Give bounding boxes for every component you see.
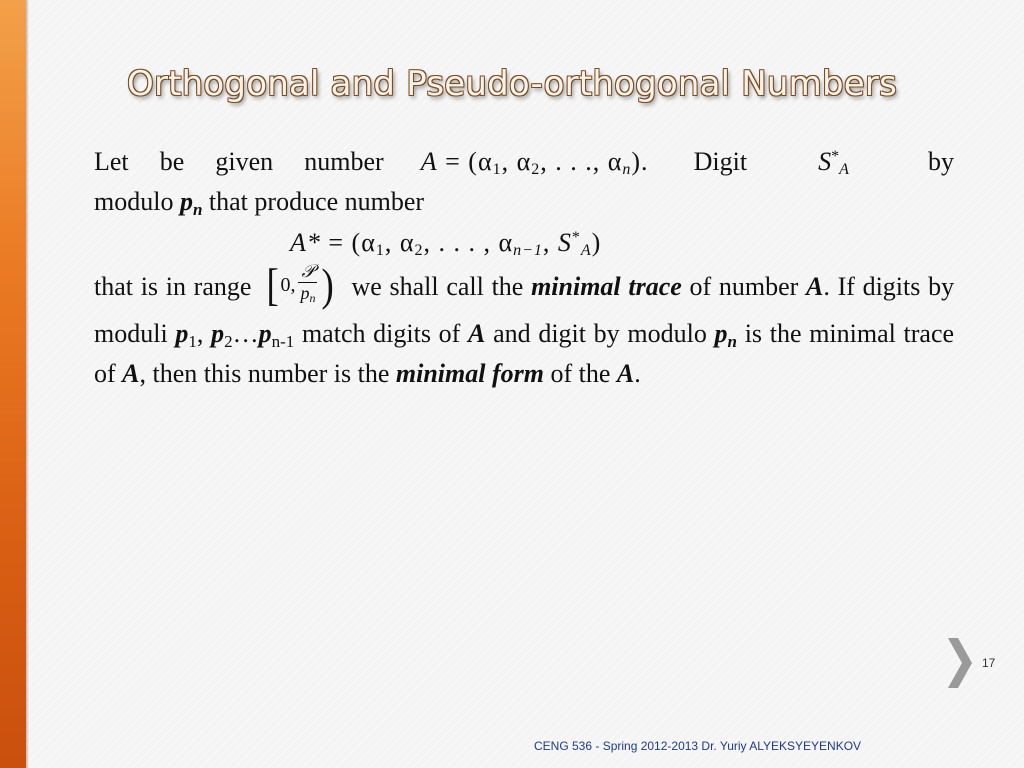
expr-part: , (542, 228, 558, 257)
var-p-n (714, 319, 737, 351)
range-close-paren: ) (321, 259, 335, 310)
fraction-numerator: 𝒫 (298, 262, 317, 283)
var-a: A (468, 319, 486, 348)
sup: * (571, 229, 581, 246)
text: modulo (94, 187, 174, 216)
range-zero: 0, (280, 274, 296, 296)
sub: A (839, 161, 849, 178)
sub: 2 (224, 332, 233, 351)
digit-symbol (818, 142, 849, 182)
sub: n (309, 291, 316, 305)
page-number: 17 (982, 656, 996, 670)
var-a: A (122, 359, 140, 388)
var-a: A (806, 271, 824, 301)
text: is the minimal trace of (94, 319, 955, 388)
text: of number (689, 271, 799, 301)
sub: n (192, 200, 203, 219)
var-p: p (211, 319, 225, 348)
sub: 1 (375, 242, 385, 259)
text: and digit by modulo (493, 319, 707, 348)
range-open-bracket: [ (266, 259, 279, 310)
var-p-n (179, 187, 203, 219)
formula-expression (290, 222, 601, 264)
text: , (196, 319, 204, 348)
text: that is in range (94, 271, 252, 301)
slide-body (94, 142, 954, 394)
var-p: p (258, 319, 272, 348)
term-minimal-trace: minimal trace (531, 271, 682, 301)
text: by (928, 147, 955, 176)
var-s: S (818, 147, 832, 176)
var-s: S (557, 228, 572, 257)
sup: * (831, 148, 840, 165)
text: Digit (693, 147, 748, 176)
var-p: p (175, 319, 189, 348)
number-a-expression (421, 142, 649, 182)
text: match digits of (301, 319, 461, 348)
ellipsis: … (232, 319, 259, 348)
var-p: p (714, 319, 728, 348)
slide-title: Orthogonal and Pseudo-orthogonal Numbers (127, 64, 897, 104)
text: that produce number (208, 187, 425, 216)
expr-part: ) (591, 228, 602, 257)
sub: n (622, 161, 632, 178)
formula-a-star (94, 222, 954, 264)
sub: n−1 (513, 242, 543, 259)
term-minimal-form: minimal form (395, 359, 544, 388)
expr-part: , . . ., α (540, 147, 623, 176)
range-interval (265, 260, 336, 310)
sub: n-1 (271, 332, 295, 351)
text: Let be given number (94, 147, 384, 176)
var-p-2 (211, 319, 224, 348)
expr-part: = (α (437, 147, 493, 176)
var-p: p (179, 187, 193, 216)
slide-footer: CENG 536 - Spring 2012-2013 Dr. Yuriy ALYEKSYEYENKOV (534, 739, 862, 753)
text: we shall call the (351, 271, 524, 301)
expr-part: , α (501, 147, 532, 176)
var-p-n-1 (259, 319, 272, 348)
expr-part: , α (384, 228, 415, 257)
fraction-denominator (300, 283, 315, 308)
var-a: A (616, 359, 635, 388)
body-line-2 (94, 182, 954, 222)
sub: 1 (492, 161, 502, 178)
var-a: A (420, 147, 438, 176)
var-p: p (300, 283, 310, 303)
sub: 2 (414, 242, 424, 259)
sub: n (727, 332, 737, 351)
chevron-right-icon[interactable] (944, 636, 974, 690)
sub: 2 (531, 161, 541, 178)
range-fraction (298, 262, 317, 308)
body-line-1 (94, 142, 954, 182)
expr-part: , . . . , α (423, 228, 514, 257)
sub: 1 (188, 332, 197, 351)
text: . If digits by moduli (94, 271, 955, 348)
var-p-1 (175, 319, 188, 348)
expr-part: = (α (320, 228, 376, 257)
expr-part: ). (631, 147, 649, 176)
var-a-star: A* (290, 228, 321, 257)
accent-bar (0, 0, 26, 768)
body-paragraph-2 (94, 259, 955, 394)
text: of the (550, 359, 611, 388)
text: , then this number is the (139, 359, 390, 388)
sub: A (580, 242, 592, 259)
text: . (634, 359, 641, 388)
